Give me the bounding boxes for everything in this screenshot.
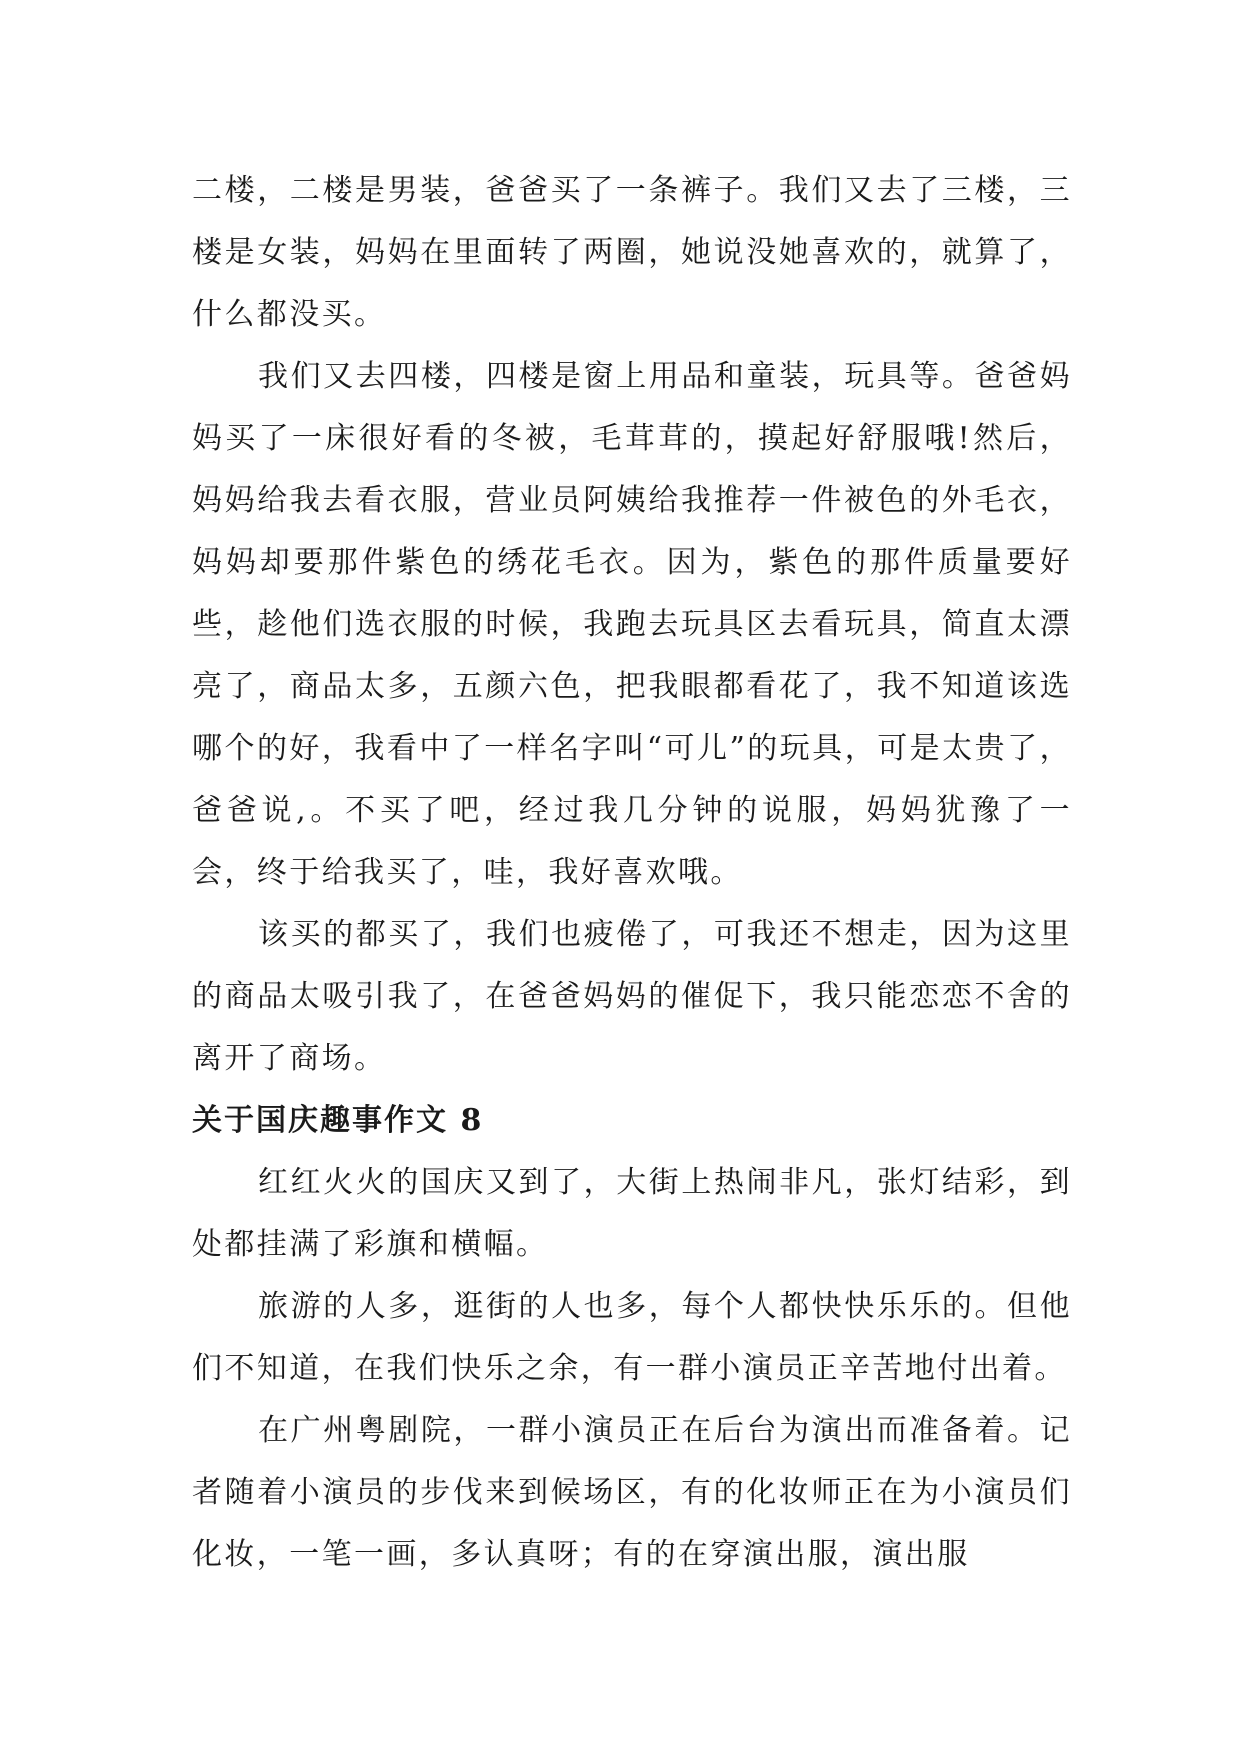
paragraph-2: 我们又去四楼，四楼是窗上用品和童装，玩具等。爸爸妈妈买了一床很好看的冬被，毛茸茸的，摸起好舒服哦!然后，妈妈给我去看衣服，营业员阿姨给我推荐一件被色的外毛衣，妈妈却要那件紫色的绣花毛衣。因为，紫色的那件质量要好些，趁他们选衣服的时候，我跑去玩具区去看玩具，简直太漂亮了，商品太多，五颜六色，把我眼都看花了，我不知道该选哪个的好，我看中了一样名字叫“可儿”的玩具，可是太贵了，爸爸说,。不买了吧，经过我几分钟的说服，妈妈犹豫了一会，终于给我买了，哇，我好喜欢哦。: [192, 359, 1072, 890]
paragraph-3: 该买的都买了，我们也疲倦了，可我还不想走，因为这里的商品太吸引我了，在爸爸妈妈的催促下，我只能恋恋不舍的离开了商场。: [192, 917, 1072, 1076]
paragraph-5: 旅游的人多，逛街的人也多，每个人都快快乐乐的。但他们不知道，在我们快乐之余，有一群小演员正辛苦地付出着。: [192, 1289, 1072, 1386]
document-body: [192, 160, 1072, 1586]
paragraph-6: 在广州粤剧院，一群小演员正在后台为演出而准备着。记者随着小演员的步伐来到候场区，有的化妆师正在为小演员们化妆，一笔一画，多认真呀；有的在穿演出服，演出服: [192, 1413, 1072, 1572]
paragraph-1: 二楼，二楼是男装，爸爸买了一条裤子。我们又去了三楼，三楼是女装，妈妈在里面转了两圈，她说没她喜欢的，就算了，什么都没买。: [192, 173, 1072, 332]
paragraph-4: 红红火火的国庆又到了，大街上热闹非凡，张灯结彩，到处都挂满了彩旗和横幅。: [192, 1165, 1072, 1262]
section-heading: 关于国庆趣事作文 8: [192, 1103, 484, 1138]
